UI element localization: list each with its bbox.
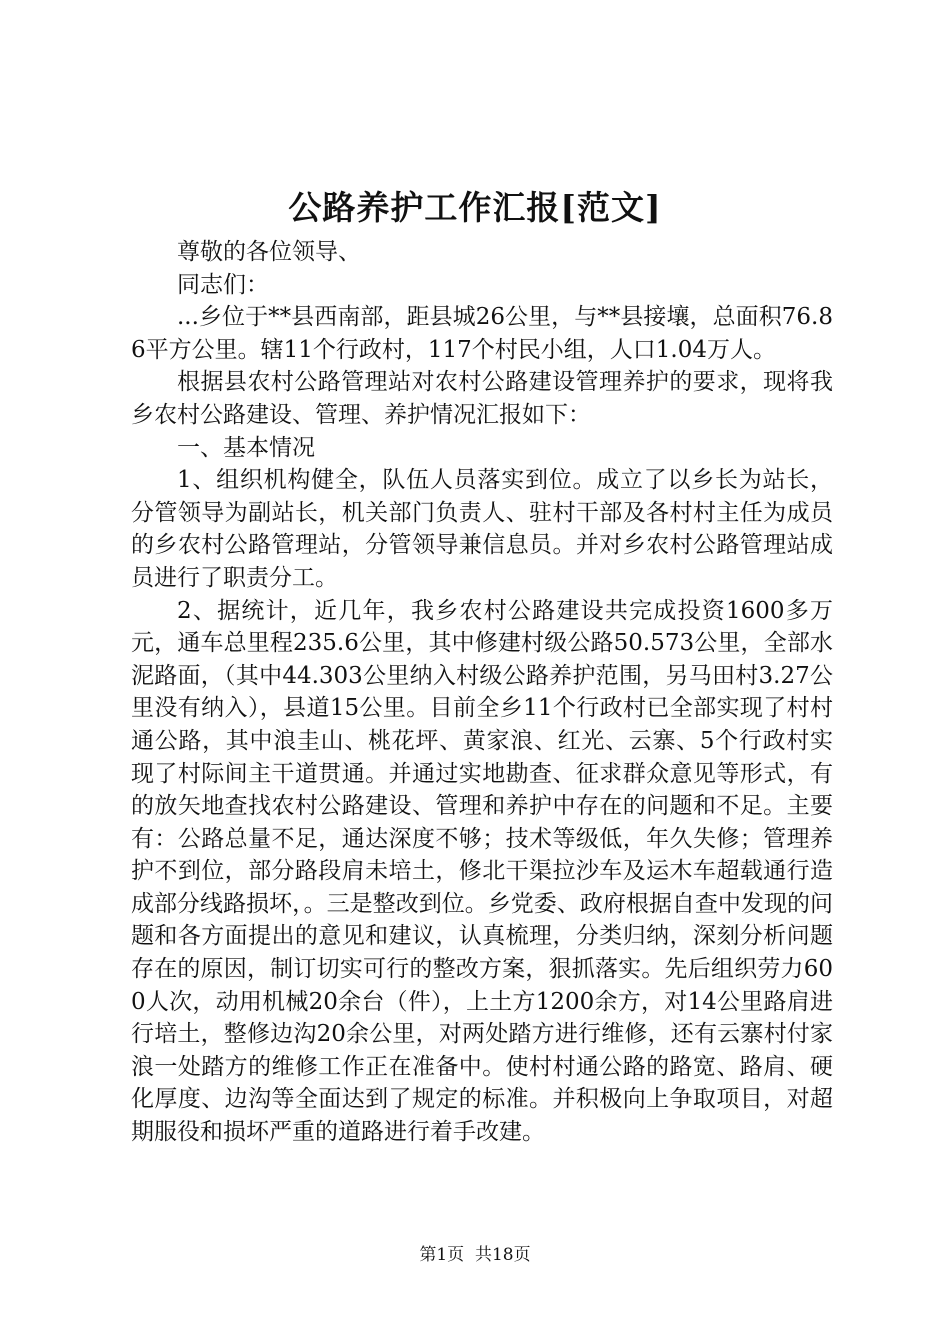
- salutation-line: 同志们：: [177, 271, 269, 298]
- document-title: 公路养护工作汇报[范文]: [288, 188, 662, 227]
- section-heading: 一、基本情况: [177, 434, 315, 461]
- page-number-footer: 第1页 共18页: [419, 1245, 531, 1265]
- salutation-line: 尊敬的各位领导、: [177, 239, 361, 265]
- body-paragraph: 1、组织机构健全，队伍人员落实到位。成立了以乡长为站长，分管领导为副站长，机关部门负责人、驻村干部及各村村主任为成员的乡农村公路管理站，分管领导兼信息员。并对乡农村公路管理站成员进行了职责分工。: [131, 467, 833, 591]
- document-body: [131, 236, 833, 1149]
- body-paragraph: 2、据统计，近几年，我乡农村公路建设共完成投资1600多万元，通车总里程235.6公里，其中修建村级公路50.573公里，全部水泥路面，（其中44.303公里纳入村级公路养护范围，另马田村3.27公里没有纳入），县道15公里。目前全乡11个行政村已全部实现了村村通公路，其中浪圭山、桃花坪、黄家浪、红光、云寨、5个行政村实现了村际间主干道贯通。并通过实地勘查、征求群众意见等形式，有的放矢地查找农村公路建设、管理和养护中存在的问题和不足。主要有：公路总量不足，通达深度不够；技术等级低，年久失修；管理养护不到位，部分路段肩未培土，修北干渠拉沙车及运木车超载通行造成部分线路损坏，。三是整改到位。乡党委、政府根据自查中发现的问题和各方面提出的意见和建议，认真梳理，分类归纳，深刻分析问题存在的原因，制订切实可行的整改方案，狠抓落实。先后组织劳力600人次，动用机械20余台（件），上土方1200余方，对14公里路肩进行培土，整修边沟20余公里，对两处踏方进行维修，还有云寨村付家浪一处踏方的维修工作正在准备中。使村村通公路的路宽、路肩、硬化厚度、边沟等全面达到了规定的标准。并积极向上争取项目，对超期服役和损坏严重的道路进行着手改建。: [131, 597, 833, 1146]
- body-paragraph: 根据县农村公路管理站对农村公路建设管理养护的要求，现将我乡农村公路建设、管理、养护情况汇报如下：: [131, 369, 833, 428]
- body-paragraph: ...乡位于**县西南部，距县城26公里，与**县接壤，总面积76.86平方公里。辖11个行政村，117个村民小组，人口1.04万人。: [131, 304, 833, 363]
